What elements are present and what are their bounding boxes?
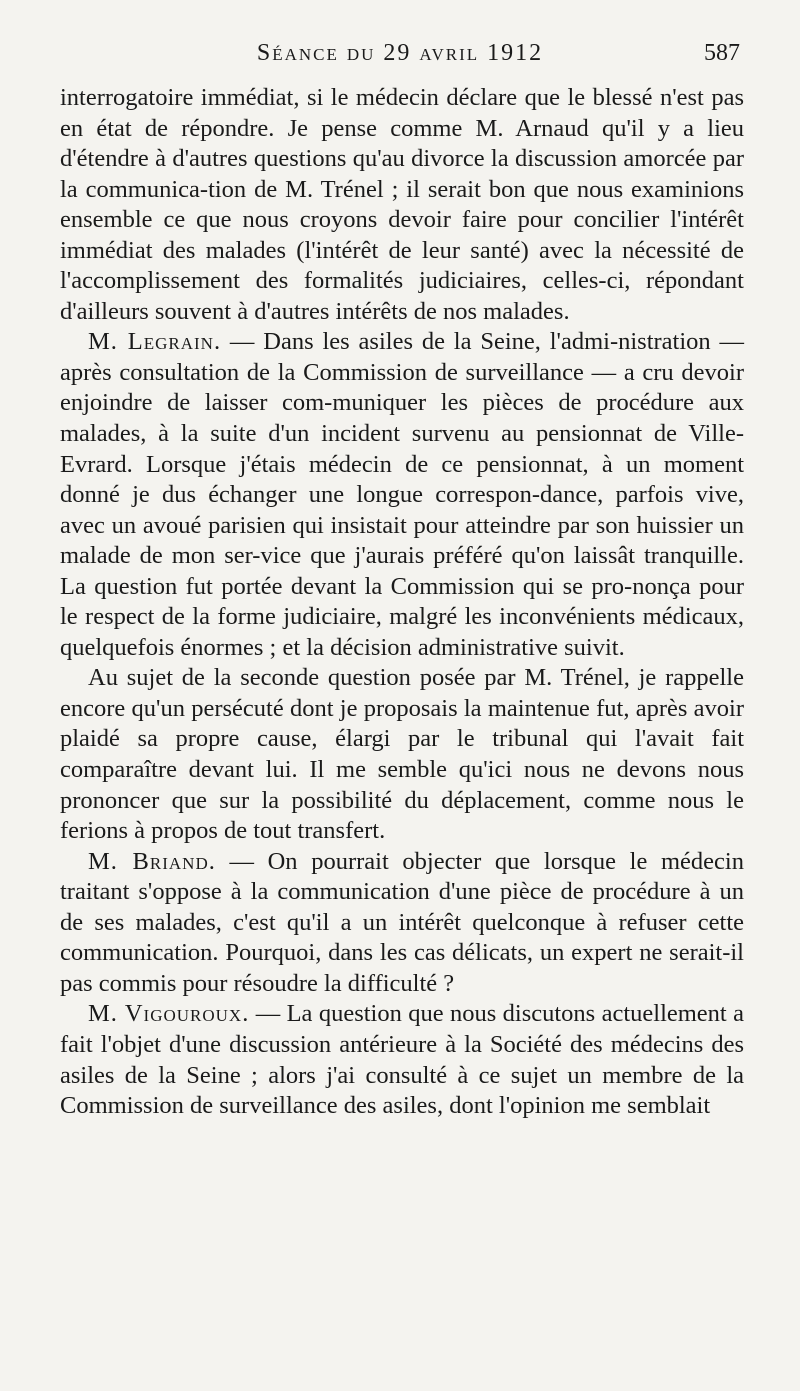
paragraph-vigouroux	[60, 999, 744, 1121]
speaker-name: M. Vigouroux.	[88, 1000, 250, 1028]
running-title: Séance du 29 avril 1912	[256, 40, 544, 66]
paragraph-text: — La question que nous discutons actuellement a fait l'objet d'une discussion antérieure à la Société des médecins des asiles de la Seine ; alors j'ai consulté à ce sujet un membre de la Commission de surveillance des asiles, dont l'opinion me semblait	[60, 1000, 744, 1120]
paragraph-text: — Dans les asiles de la Seine, l'admi-nistration — après consultation de la Commission de surveillance — a cru devoir enjoindre de laisser com-muniquer les pièces de procédure aux malades, à la suite d'un incident survenu au pensionnat de Ville-Evrard. Lorsque j'étais médecin de ce pensionnat, à un moment donné je dus échanger une longue correspon-dance, parfois vive, avec un avoué parisien qui insistait pour atteindre par son huissier un malade de mon ser-vice que j'aurais préféré qu'on laissât tranquille. La question fut portée devant la Commission qui se pro-nonça pour le respect de la forme judiciaire, malgré les inconvénients médicaux, quelquefois énormes ; et la décision administrative suivit.	[60, 328, 745, 661]
paragraph-briand	[60, 847, 744, 1000]
body-text	[60, 83, 744, 1122]
page-number: 587	[704, 40, 740, 66]
paragraph-continuation	[60, 83, 744, 327]
speaker-name: M. Legrain.	[88, 328, 222, 356]
page-header	[60, 40, 740, 80]
paragraph-legrain-continued	[60, 663, 744, 846]
paragraph-legrain	[60, 327, 744, 663]
paragraph-text: Au sujet de la seconde question posée par M. Trénel, je rappelle encore qu'un persécuté dont je proposais la maintenue fut, après avoir plaidé sa propre cause, élargi par le tribunal qui l'avait fait comparaître devant lui. Il me semble qu'ici nous ne devons nous prononcer que sur la possibilité du déplacement, comme nous le ferions à propos de tout transfert.	[60, 664, 744, 845]
paragraph-text: interrogatoire immédiat, si le médecin déclare que le blessé n'est pas en état de répondre. Je pense comme M. Arnaud qu'il y a lieu d'étendre à d'autres questions qu'au divorce la discussion amorcée par la communica-tion de M. Trénel ; il serait bon que nous examinions ensemble ce que nous croyons devoir faire pour concilier l'intérêt immédiat des malades (l'intérêt de leur santé) avec la nécessité de l'accomplissement des formalités judiciaires, celles-ci, répondant d'ailleurs souvent à d'autres intérêts de nos malades.	[60, 84, 744, 325]
speaker-name: M. Briand.	[88, 847, 216, 875]
paragraph-text: — On pourrait objecter que lorsque le médecin traitant s'oppose à la communication d'une pièce de procédure à un de ses malades, c'est qu'il a un intérêt quelconque à refuser cette communication. Pourquoi, dans les cas délicats, un expert ne serait-il pas commis pour résoudre la difficulté ?	[60, 847, 744, 997]
